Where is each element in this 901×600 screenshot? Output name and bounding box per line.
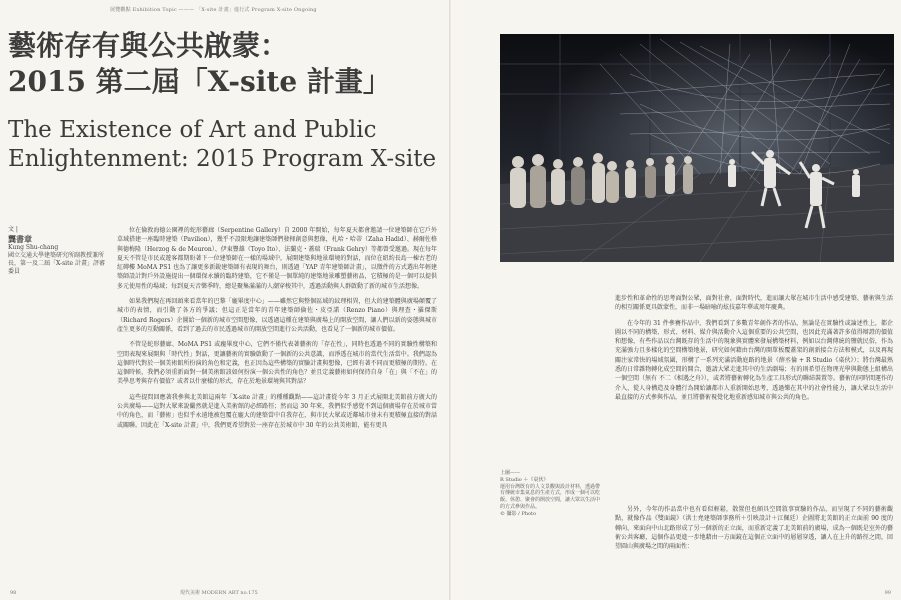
paragraph: 位在倫敦海德公園裡的蛇形藝廊（Serpentine Gallery）自 2000 年開始，每年夏天都會邀請一位建築師在它戶外草域搭建一座臨時建築（Pavilion），幾乎不設限地讓建築師們發揮創意與想像，札哈・哈蒂（Zaha Hadid）、赫爾佐格與德梅隆（Herzog & de Meuron）、伊東豐雄（Toyo Ito）、法蘭克・蓋瑞（Frank Gehry）等都曾受邀過。現在每年夏天不管是市民或遊客都期盼著下一位建築師在一樣的場域中，展開建築與地景環境的對話，而位在紐約長島一棟古老的紅磚樓 MoMA PS1 也為了讓更多新銳建築師有表現的舞台，則透過「YAP 青年建築師計畫」，以徵件的方式選出年輕建築師設計對戶外設施提出一個環保永續的臨時建築，它不僅是一個單純的建築地景雕塑藝術品，它積極的是一個可以提供多元使用性的場域；每到夏天音樂季時，總是聚集滿滿的人潮穿梭其中，透過活動與人群啟動了新的城市生活想像。 — [117, 227, 437, 290]
title-en-line-1: The Existence of Art and Public — [8, 117, 377, 143]
magazine-footer: 現代美術 MODERN ART no.175 — [180, 590, 258, 596]
caption-label: 上圖—— — [500, 470, 521, 476]
paragraph: 不管是蛇形藝廊、MoMA PS1 或龐畢度中心，它們不僅代表著藝術的「存在性」，同時也透過不同的實驗性構築和空間表現來展開與「時代性」對話，更讓藝術的實驗啟動了一個新的公共意識，而淨透在城市的當代生活當中。我們認為這個時代對於一個美術館所扮演的角色和定義，也正因為這些構築的實驗計畫與想像，已經有著不同而更積極的期待。在這個時候，我們必須重新面對一個美術館該如何扮演一個公共性的角色？並且定義藝術如何保持自身「在」與「不在」的美學思考與存有價值？或者以什麼樣的形式，存在於地景環境與其對話？ — [117, 341, 437, 386]
right-body-text-top — [615, 294, 893, 454]
author-role: 文 | — [8, 226, 18, 233]
title-en-line-2: Enlightenment: 2015 Program X-site — [8, 146, 437, 172]
caption-photo-credit: © 攝影 / Photo — [500, 510, 537, 517]
left-body-text — [117, 226, 437, 584]
author-name-en: Kung Shu-chang — [8, 244, 59, 251]
author-name-zh: 龔書章 — [8, 234, 32, 244]
right-body-text-bottom — [615, 505, 893, 589]
page-number-right: 99 — [884, 590, 891, 596]
title-zh-line-2: 2015 第二屆「X-site 計畫」 — [8, 65, 391, 98]
title-zh — [8, 28, 391, 100]
title-en — [8, 116, 436, 174]
photo-caption — [500, 470, 600, 518]
page-number-left: 98 — [10, 590, 17, 596]
photo-illustration — [500, 34, 894, 262]
paragraph: 在今年的 31 件參賽作品中，我們看到了多數青年創作者的作品，無論是在實驗性或論述性上，都企圖以不同的構築、形式、材料、媒介與活動介入這個重要的公共空間，也因此充滿著許多值得辯證的價值和想像，有些作品以台灣既存的生活中的現象與實體來發展構築材料，例如以台灣傳統的鹽就民俗，作為充滿強力且多樣化的空間構築地景，研究如何藉由台灣的開單板覆蓋架的創新接合方法和模式，以及再現關注家常快的場域氛圍，形構了一系列充滿活動庭路的地景（薛丞倫 + R Studio《桌伙》）；將台灣最熟悉的日常雜物轉化成空間的開合，邀請大眾走進其中的生活劇場；有的則希望在物理光學與動態上組構出一個空間（無有 不二《相遇之舟》），或者將藝術轉化為生產工具形式的聯結裝置等。藝術的同時間運作的介入，從人身構造及身體行為開始讓都市人重新開始思考，透過樂在其中的社會性能力，讓大眾以生活中最直接的方式參與作品，並且將藝術視覺化地重新感知城市與公共的角色。 — [615, 319, 893, 401]
caption-credit: R Studio ＋《桌伙》 — [500, 476, 549, 483]
title-zh-line-1: 藝術存有與公共啟蒙： — [8, 29, 289, 62]
paragraph: 另外，今年的作品當中也有看似輕鬆，散置但也頗具空間敘事實驗的作品，而呈現了不同的藝術觀點，就像作品《雙面鏡》（洪士堯建築師事務所＋引映設計＋江佩廷）企圖將北美館的正立面前 90 度的轉向，來面向中山北路形成了另一個新的正立面，而重新定義了北美館前的廣場，成為一個既是室外的藝術公共客廳，這個作品更進一步地藉由一方面鏡在這個正立面中的層層穿透，讓人在上升的路徑之間，回望圓山與廣場之間的兩面性： — [615, 506, 893, 551]
right-page — [451, 0, 901, 600]
caption-text: 運用台灣既有的人文景觀與設計材料，透過帶有傳統市集氣息的生產方式，形成一個可以吃飯、休憩、聚會的開放空間，讓大眾以生活中的方式參與作品。 — [500, 483, 601, 510]
pavilion-installation-photo — [500, 34, 894, 262]
paragraph: 進步性和革命性的思考面對公眾，面對社會，面對時代，進而讓大眾在城市生活中感受建築、藝術與生活的相互關係更具啟蒙性，而非一場暗喻的炫技嘉年華或周年慶典。 — [615, 295, 893, 312]
author-bio: 國立交通大學建築研究所副教授兼所長，第一及二屆「X-site 計畫」評審委員 — [8, 252, 105, 275]
paragraph: 這些提問回應著我參與北美館這兩年「X-site 計畫」的種種觀點——這計畫從今年 3 月正式展開北美館前方廣大的公共廣場——這對大眾來說儼然就是進入美術館的必經路徑；然而這 30 年來，我們似乎感覺不到這個廣場存在於城市當中的角色，而「藝術」也似乎永遠地被包覆在龐大的建築當中自我存在，與市民大眾或近鄰城市並未有更積極直接的對話或關聯。因此在「X-site 計畫」中，我們更希望對於一座存在於城市中 30 年的公共美術館，能有更具 — [117, 393, 437, 429]
running-head: 展覽觀點 Exhibition Topic ——— 「X-site 計畫」進行式 Program X-site Ongoing — [110, 7, 317, 13]
left-page — [0, 0, 450, 600]
paragraph: 如果我們現在再回頭來看當年的巴黎「龐畢度中心」——雖然它與整個區域的紋理相異，但大的建築體與廣場顛覆了城市的表情，而引動了各方的爭議；但這正是當年的青年建築師倫佐・皮亞諾（Renzo Piano）與理查・羅傑斯（Richard Rogers）企圖給一個新的城市空間想像，以透過這種在建築與廣場上的開放空間，讓人們以新的姿態與城市產生更多的互動關係，看到了過去的市民透過城市的開放空間進行公共活動，也看見了一個新的城市價值。 — [117, 298, 437, 333]
author-block — [8, 226, 106, 276]
